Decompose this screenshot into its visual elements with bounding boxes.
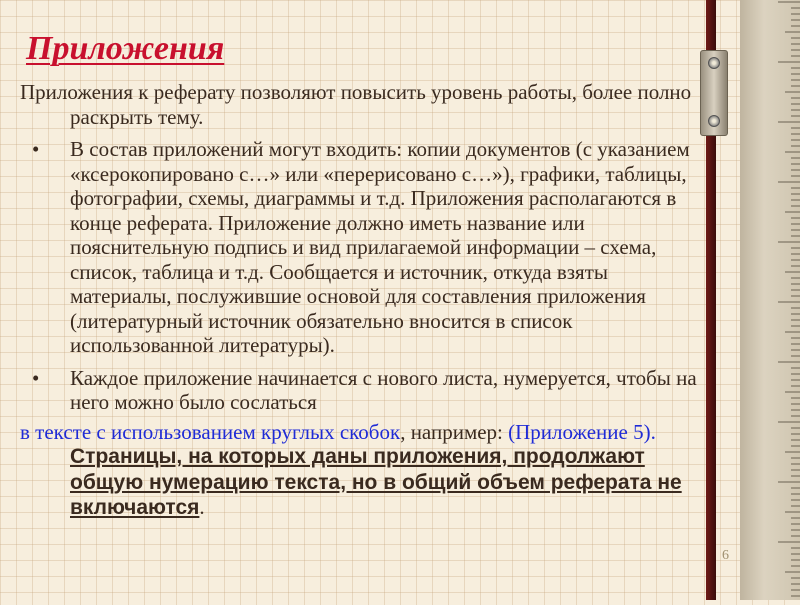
screw-icon	[708, 57, 720, 69]
screw-icon	[708, 115, 720, 127]
tail-emphasis: Страницы, на которых даны приложения, продолжают общую нумерацию текста, но в общий объем реферата не включаются	[70, 445, 682, 519]
tail-example: (Приложение 5).	[508, 419, 656, 444]
tail-blue-start: в тексте с использованием круглых скобок	[20, 419, 401, 444]
slide-body	[20, 80, 705, 521]
page-number: 6	[722, 548, 729, 563]
tail-end: .	[199, 495, 205, 519]
ruler-icon	[740, 0, 800, 600]
bullet-item-new-sheet	[20, 366, 705, 415]
intro-paragraph: Приложения к реферату позволяют повысить уровень работы, более полно раскрыть тему.	[20, 80, 692, 129]
bullet-text: Каждое приложение начинается с нового листа, нумеруется, чтобы на него можно было сослаться	[70, 365, 697, 414]
bullet-text: В состав приложений могут входить: копии документов (с указанием «ксерокопировано с…» или «перерисовано с…»), графики, таблицы, фотографии, схемы, диаграммы и т.д. Приложения располагаются в конце реферата. Приложение должно иметь название или пояснительную подпись и вид прилагаемой информации – схема, список, таблица и т.д. Сообщается и источник, откуда взяты материалы, послужившие основой для составления приложения (литературный источник обязательно вносится в список использованной литературы).	[70, 137, 690, 357]
bullet-marker: •	[32, 137, 40, 161]
tail-paragraph	[20, 420, 705, 521]
ruler-ticks	[740, 0, 800, 600]
bullet-marker: •	[32, 365, 40, 390]
clamp-icon	[700, 50, 728, 136]
tail-plain-mid: , например:	[400, 419, 509, 444]
slide-title: Приложения	[26, 30, 225, 67]
bullet-item-composition	[20, 137, 705, 358]
